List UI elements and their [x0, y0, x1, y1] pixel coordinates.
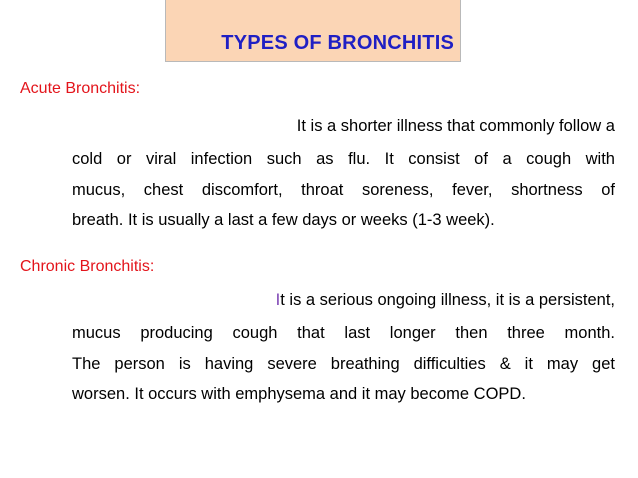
acute-first-line: It is a shorter illness that commonly follow a: [296, 117, 615, 135]
acute-line-1: cold or viral infection such as flu. It consist of a cough with: [72, 150, 615, 168]
chronic-first-line: [276, 291, 615, 310]
chronic-line-3: worsen. It occurs with emphysema and it may become COPD.: [72, 385, 526, 403]
slide-title-box: [165, 0, 461, 62]
chronic-first-line-rest: t is a serious ongoing illness, it is a persistent,: [280, 291, 615, 309]
acute-paragraph: [72, 144, 615, 236]
chronic-first-letter: I: [275, 291, 281, 309]
acute-line-2: mucus, chest discomfort, throat soreness, fever, shortness of: [72, 180, 615, 199]
chronic-paragraph: [72, 318, 615, 410]
chronic-line-1: mucus producing cough that last longer then three month.: [72, 324, 615, 342]
slide-title: TYPES OF BRONCHITIS: [221, 32, 454, 54]
chronic-line-2: The person is having severe breathing difficulties & it may get: [72, 354, 615, 373]
acute-bronchitis-heading: Acute Bronchitis:: [20, 80, 141, 97]
chronic-bronchitis-heading: Chronic Bronchitis:: [20, 258, 155, 275]
acute-line-3: breath. It is usually a last a few days or weeks (1-3 week).: [72, 211, 495, 229]
